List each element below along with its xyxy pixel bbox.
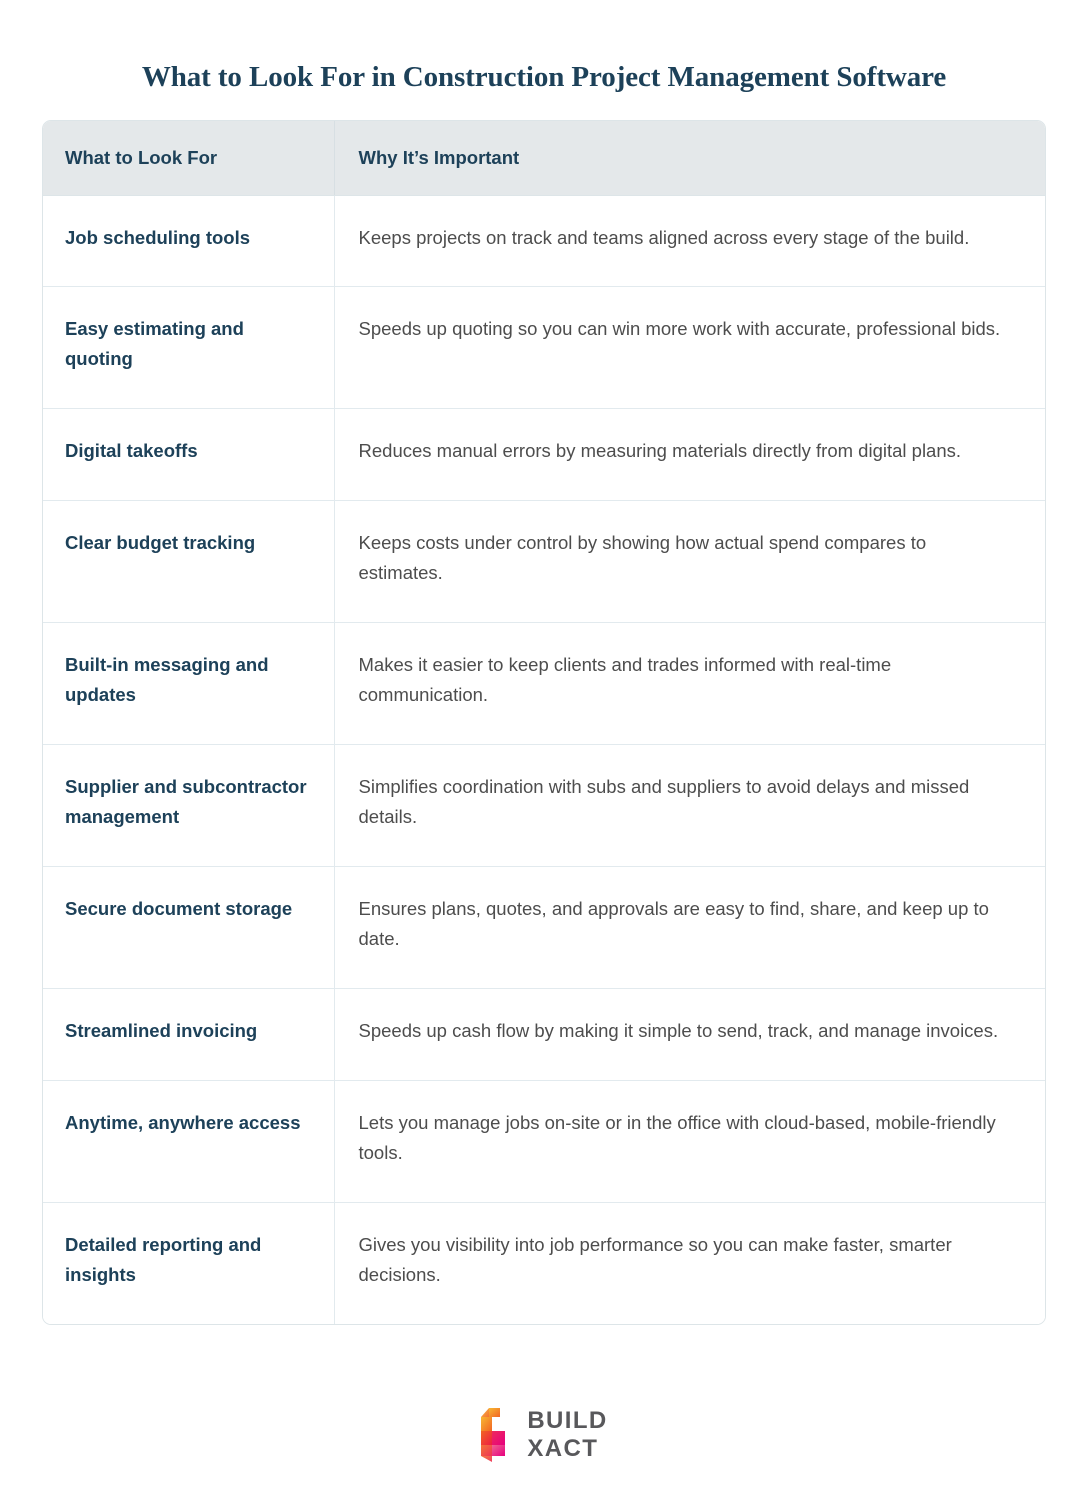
cell-feature-name: Built-in messaging and updates <box>43 623 334 745</box>
cell-feature-name: Detailed reporting and insights <box>43 1203 334 1324</box>
cell-feature-name: Secure document storage <box>43 867 334 989</box>
cell-feature-name: Easy estimating and quoting <box>43 287 334 409</box>
cell-feature-name: Supplier and subcontractor management <box>43 745 334 867</box>
cell-feature-reason: Keeps costs under control by showing how actual spend compares to estimates. <box>334 501 1045 623</box>
cell-feature-reason: Keeps projects on track and teams aligned across every stage of the build. <box>334 195 1045 287</box>
cell-feature-reason: Speeds up cash flow by making it simple to send, track, and manage invoices. <box>334 989 1045 1081</box>
cell-feature-name: Digital takeoffs <box>43 409 334 501</box>
table-header <box>43 121 1045 195</box>
table-row <box>43 1081 1045 1203</box>
brand-logo-line-xact: XACT <box>527 1435 599 1462</box>
table-header-row <box>43 121 1045 195</box>
cell-feature-reason: Ensures plans, quotes, and approvals are easy to find, share, and keep up to date. <box>334 867 1045 989</box>
table-row <box>43 501 1045 623</box>
table-row <box>43 623 1045 745</box>
cell-feature-reason: Reduces manual errors by measuring materials directly from digital plans. <box>334 409 1045 501</box>
cell-feature-reason: Simplifies coordination with subs and suppliers to avoid delays and missed details. <box>334 745 1045 867</box>
column-header-what-to-look-for: What to Look For <box>43 121 334 195</box>
cell-feature-name: Job scheduling tools <box>43 195 334 287</box>
table-row <box>43 409 1045 501</box>
column-header-why-its-important: Why It’s Important <box>334 121 1045 195</box>
cell-feature-name: Streamlined invoicing <box>43 989 334 1081</box>
table-body <box>43 195 1045 1324</box>
feature-table-container <box>42 120 1046 1325</box>
feature-table <box>43 121 1045 1324</box>
page-title: What to Look For in Construction Project Management Software <box>141 61 947 94</box>
brand-logo-inner <box>480 1408 607 1462</box>
cell-feature-reason: Makes it easier to keep clients and trades informed with real-time communication. <box>334 623 1045 745</box>
table-row <box>43 989 1045 1081</box>
table-row <box>43 1203 1045 1324</box>
cell-feature-name: Clear budget tracking <box>43 501 334 623</box>
brand-logo-wordmark <box>527 1409 607 1461</box>
table-row <box>43 195 1045 287</box>
table-row <box>43 287 1045 409</box>
cell-feature-reason: Speeds up quoting so you can win more work with accurate, professional bids. <box>334 287 1045 409</box>
buildxact-b-mark-icon <box>480 1408 518 1462</box>
brand-logo-line-build: BUILD <box>527 1407 608 1434</box>
cell-feature-reason: Gives you visibility into job performance so you can make faster, smarter decisions. <box>334 1203 1045 1324</box>
cell-feature-reason: Lets you manage jobs on-site or in the office with cloud-based, mobile-friendly tools. <box>334 1081 1045 1203</box>
cell-feature-name: Anytime, anywhere access <box>43 1081 334 1203</box>
brand-logo <box>0 1408 1088 1462</box>
table-row <box>43 745 1045 867</box>
table-row <box>43 867 1045 989</box>
